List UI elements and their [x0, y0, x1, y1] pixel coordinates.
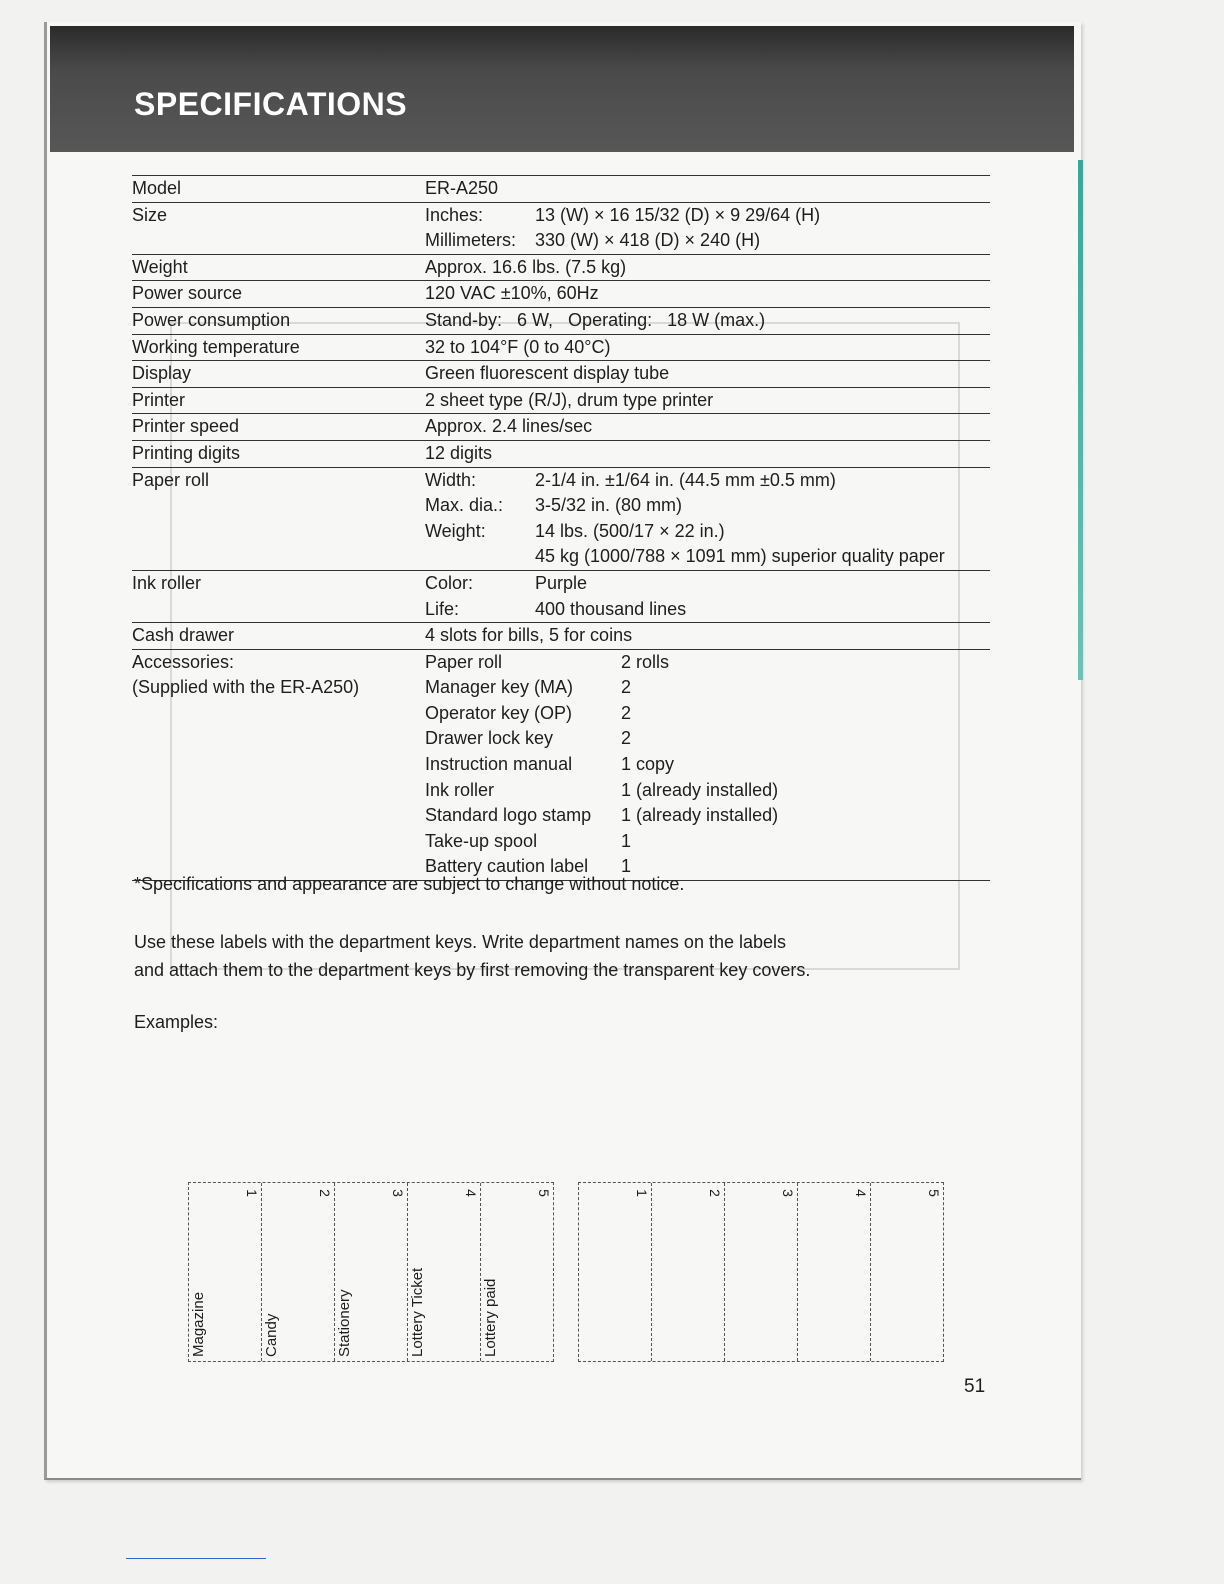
label-cell — [725, 1183, 798, 1361]
spec-label: Display — [132, 363, 192, 384]
accessory-qty: 1 — [621, 856, 632, 877]
spec-row-ink-roller — [132, 571, 990, 623]
accessory-name: Instruction manual — [425, 754, 573, 775]
specifications-table — [132, 175, 990, 881]
label-number: 4 — [853, 1189, 869, 1197]
label-cell — [481, 1183, 553, 1361]
spec-value: 2 sheet type (R/J), drum type printer — [425, 389, 714, 410]
spec-value — [425, 203, 990, 254]
spec-label: Power consumption — [132, 309, 291, 330]
accessory-name: Drawer lock key — [425, 728, 554, 749]
spec-subkey: Color: — [425, 572, 474, 593]
accessory-name: Manager key (MA) — [425, 677, 574, 698]
label-number: 1 — [244, 1189, 260, 1197]
accessory-item — [425, 675, 990, 701]
spec-label — [132, 650, 425, 880]
accessories-list — [425, 650, 990, 880]
spec-value: Green fluorescent display tube — [425, 363, 670, 384]
label-number: 5 — [926, 1189, 942, 1197]
accessory-item — [425, 726, 990, 752]
spec-value: Stand-by: 6 W, Operating: 18 W (max.) — [425, 309, 766, 330]
spec-value: ER-A250 — [425, 178, 499, 198]
spec-label: Power source — [132, 283, 243, 304]
spec-subvalue: 3-5/32 in. (80 mm) — [535, 495, 683, 516]
accessory-item — [425, 829, 990, 855]
spec-label: Size — [132, 204, 168, 225]
spec-subkey: Max. dia.: — [425, 495, 504, 516]
label-number: 4 — [463, 1189, 479, 1197]
spec-row-accessories — [132, 650, 990, 881]
label-name: Stationery — [336, 1289, 353, 1357]
spec-row-power-source — [132, 281, 990, 308]
spec-label: Printing digits — [132, 442, 241, 463]
accessory-qty: 2 — [621, 728, 632, 749]
accessory-qty: 1 (already installed) — [621, 805, 779, 826]
spec-label: Model — [132, 178, 182, 198]
accessory-name: Operator key (OP) — [425, 702, 573, 723]
label-number: 2 — [317, 1189, 333, 1197]
label-cell — [579, 1183, 652, 1361]
label-name: Magazine — [190, 1291, 207, 1357]
spec-row-cash-drawer — [132, 623, 990, 650]
spec-value: 32 to 104°F (0 to 40°C) — [425, 336, 611, 357]
accessory-name: Take-up spool — [425, 830, 538, 851]
spec-label: Printer speed — [132, 416, 240, 437]
spec-subkey: Weight: — [425, 520, 486, 541]
change-notice: *Specifications and appearance are subject to change without notice. — [134, 874, 685, 894]
spec-label: Printer — [132, 389, 186, 410]
spec-row-size — [132, 203, 990, 255]
spec-row-printer-speed — [132, 414, 990, 441]
instructions-line: and attach them to the department keys by first removing the transparent key covers. — [134, 960, 811, 980]
label-strip-blank — [578, 1182, 944, 1362]
accessories-sublabel: (Supplied with the ER-A250) — [132, 677, 360, 698]
label-cell — [262, 1183, 335, 1361]
accessory-item — [425, 650, 990, 676]
label-cell — [335, 1183, 408, 1361]
spec-row-paper-roll — [132, 468, 990, 571]
instructions-line: Use these labels with the department keys. Write department names on the labels — [134, 932, 787, 952]
label-cell — [408, 1183, 481, 1361]
label-number: 5 — [536, 1189, 552, 1197]
spec-subkey: Inches: — [425, 204, 484, 225]
label-number: 3 — [390, 1189, 406, 1197]
spec-subvalue: 45 kg (1000/788 × 1091 mm) superior quality paper — [535, 546, 945, 567]
accessory-qty: 1 (already installed) — [621, 779, 779, 800]
accessory-item — [425, 701, 990, 727]
spec-row-printer — [132, 388, 990, 415]
spec-row-printing-digits — [132, 441, 990, 468]
spec-label: Paper roll — [132, 469, 210, 490]
spec-subkey-spacer — [425, 544, 535, 570]
label-name: Candy — [263, 1313, 280, 1357]
accessory-qty: 2 rolls — [621, 651, 670, 672]
spec-value — [425, 468, 990, 570]
label-instructions — [134, 928, 810, 984]
footer-link-underline[interactable] — [126, 1558, 266, 1559]
spec-row-display — [132, 361, 990, 388]
label-cell — [189, 1183, 262, 1361]
spec-label: Weight — [132, 256, 188, 277]
spec-row-weight — [132, 255, 990, 282]
label-cell — [871, 1183, 943, 1361]
spec-row-model — [132, 176, 990, 203]
label-number: 3 — [780, 1189, 796, 1197]
accessory-qty: 2 — [621, 702, 632, 723]
label-number: 1 — [634, 1189, 650, 1197]
spec-value: Approx. 2.4 lines/sec — [425, 416, 593, 437]
spec-subvalue: 330 (W) × 418 (D) × 240 (H) — [535, 230, 761, 251]
page-title: SPECIFICATIONS — [134, 86, 408, 122]
label-strip-examples — [188, 1182, 554, 1362]
spec-subkey: Width: — [425, 469, 477, 490]
page-number: 51 — [964, 1376, 986, 1397]
spec-value — [425, 571, 990, 622]
spec-subvalue: 400 thousand lines — [535, 598, 687, 619]
spec-row-power-consumption — [132, 308, 990, 335]
label-number: 2 — [707, 1189, 723, 1197]
label-cell — [798, 1183, 871, 1361]
spec-subvalue: 13 (W) × 16 15/32 (D) × 9 29/64 (H) — [535, 204, 821, 225]
spec-subvalue: 2-1/4 in. ±1/64 in. (44.5 mm ±0.5 mm) — [535, 469, 836, 490]
label-name: Lottery paid — [482, 1278, 499, 1357]
accessory-name: Battery caution label — [425, 856, 589, 877]
spec-subvalue: 14 lbs. (500/17 × 22 in.) — [535, 520, 725, 541]
spec-label: Cash drawer — [132, 625, 235, 646]
page-edge-tab — [1078, 160, 1083, 680]
spec-value: 12 digits — [425, 442, 493, 463]
spec-value: Approx. 16.6 lbs. (7.5 kg) — [425, 256, 627, 277]
accessory-item — [425, 778, 990, 804]
label-cell — [652, 1183, 725, 1361]
spec-subkey: Millimeters: — [425, 230, 517, 251]
label-name: Lottery Ticket — [409, 1267, 426, 1357]
accessories-label: Accessories: — [132, 651, 235, 672]
spec-value: 4 slots for bills, 5 for coins — [425, 625, 633, 646]
spec-subvalue: Purple — [535, 572, 588, 593]
spec-label: Ink roller — [132, 572, 202, 593]
accessory-name: Ink roller — [425, 779, 495, 800]
spec-subkey: Life: — [425, 598, 460, 619]
accessory-qty: 1 copy — [621, 754, 675, 775]
accessory-name: Standard logo stamp — [425, 805, 592, 826]
accessory-item — [425, 803, 990, 829]
examples-label: Examples: — [134, 1012, 219, 1032]
spec-value: 120 VAC ±10%, 60Hz — [425, 283, 599, 304]
spec-row-working-temperature — [132, 335, 990, 362]
accessory-qty: 2 — [621, 677, 632, 698]
accessory-qty: 1 — [621, 830, 632, 851]
accessory-item — [425, 752, 990, 778]
accessory-name: Paper roll — [425, 651, 503, 672]
spec-label: Working temperature — [132, 336, 300, 357]
